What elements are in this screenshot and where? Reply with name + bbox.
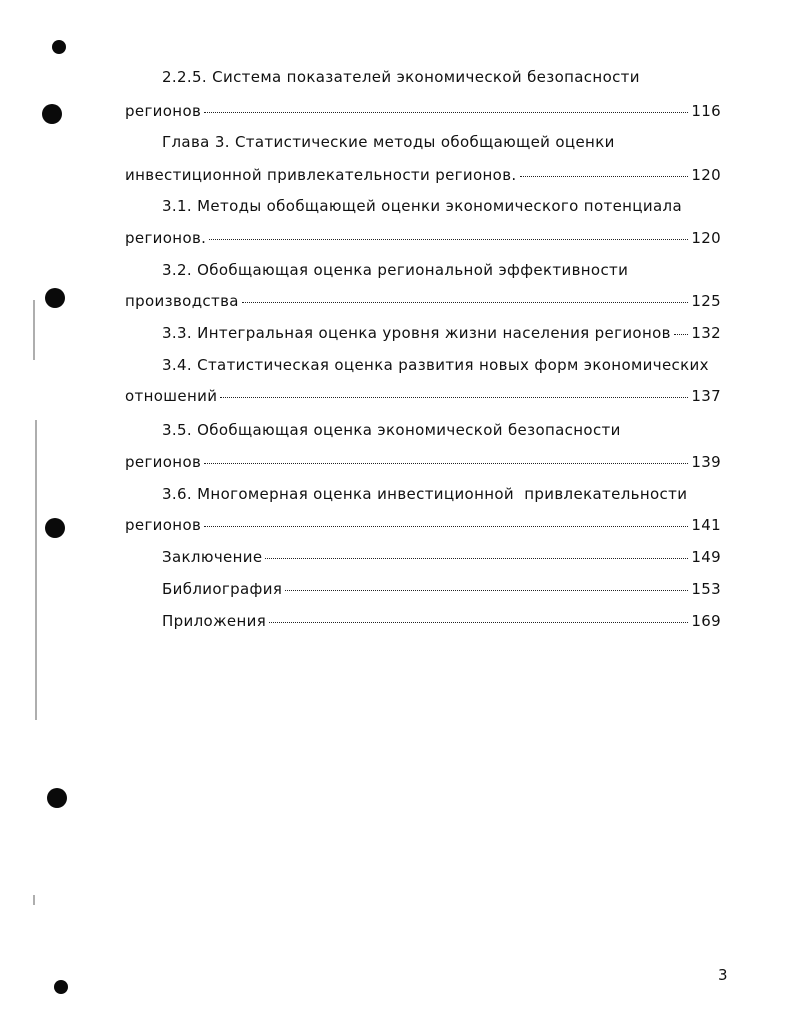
- toc-page-number: 153: [691, 580, 721, 598]
- leader-dots: [265, 558, 688, 559]
- toc-page-number: 120: [691, 166, 721, 184]
- binder-hole-icon: [42, 104, 62, 124]
- toc-entry-title: производства: [125, 292, 239, 310]
- toc-entry-line[interactable]: [125, 292, 721, 310]
- toc-page-number: 116: [691, 102, 721, 120]
- toc-entry-line: [162, 421, 621, 439]
- binder-hole-icon: [45, 288, 65, 308]
- toc-entry-title: 3.2. Обобщающая оценка региональной эффективности: [162, 261, 629, 279]
- toc-page-number: 137: [691, 387, 721, 405]
- toc-entry-title: 2.2.5. Система показателей экономической безопасности: [162, 68, 640, 86]
- toc-entry-line[interactable]: [125, 516, 721, 534]
- page-number: 3: [718, 966, 728, 984]
- spine-mark: [33, 300, 35, 360]
- toc-page-number: 132: [691, 324, 721, 342]
- toc-page-number: 139: [691, 453, 721, 471]
- toc-entry-line[interactable]: [162, 612, 721, 630]
- leader-dots: [285, 590, 688, 591]
- spine-mark: [33, 895, 35, 905]
- binder-hole-icon: [45, 518, 65, 538]
- leader-dots: [209, 239, 688, 240]
- toc-page-number: 149: [691, 548, 721, 566]
- leader-dots: [204, 112, 688, 113]
- toc-entry-title: Библиография: [162, 580, 283, 598]
- leader-dots: [204, 526, 688, 527]
- toc-entry-line[interactable]: [162, 548, 721, 566]
- toc-entry-line[interactable]: [162, 324, 721, 342]
- toc-entry-title: Заключение: [162, 548, 263, 566]
- toc-entry-line: [162, 356, 709, 374]
- toc-entry-title: 3.3. Интегральная оценка уровня жизни населения регионов: [162, 324, 671, 342]
- spine-mark: [35, 420, 37, 720]
- leader-dots: [242, 302, 688, 303]
- binder-hole-icon: [52, 40, 66, 54]
- toc-entry-title: 3.1. Методы обобщающей оценки экономического потенциала: [162, 197, 682, 215]
- toc-entry-line[interactable]: [125, 453, 721, 471]
- toc-entry-title: Приложения: [162, 612, 267, 630]
- toc-entry-line[interactable]: [125, 166, 721, 184]
- toc-entry-title: регионов: [125, 516, 202, 534]
- toc-entry-line: [162, 261, 628, 279]
- toc-entry-line[interactable]: [125, 229, 721, 247]
- binder-hole-icon: [47, 788, 67, 808]
- toc-page-number: 125: [691, 292, 721, 310]
- toc-entry-title: 3.5. Обобщающая оценка экономической безопасности: [162, 421, 621, 439]
- toc-entry-line: [162, 485, 687, 503]
- toc-entry-line[interactable]: [162, 580, 721, 598]
- toc-entry-title: регионов: [125, 453, 202, 471]
- toc-entry-line[interactable]: [125, 102, 721, 120]
- leader-dots: [520, 176, 689, 177]
- toc-entry-title: регионов: [125, 102, 202, 120]
- toc-entry-title: Глава 3. Статистические методы обобщающей оценки: [162, 133, 615, 151]
- toc-page-number: 141: [691, 516, 721, 534]
- toc-entry-title: регионов.: [125, 229, 207, 247]
- toc-entry-title: инвестиционной привлекательности регионов.: [125, 166, 517, 184]
- toc-entry-line: [162, 197, 682, 215]
- toc-entry-line: [162, 133, 615, 151]
- leader-dots: [269, 622, 688, 623]
- binder-hole-icon: [54, 980, 68, 994]
- leader-dots: [674, 334, 688, 335]
- toc-entry-title: 3.6. Многомерная оценка инвестиционной привлекательности: [162, 485, 688, 503]
- toc-page-number: 169: [691, 612, 721, 630]
- toc-entry-line: [162, 68, 640, 86]
- toc-entry-title: 3.4. Статистическая оценка развития новых форм экономических: [162, 356, 709, 374]
- toc-entry-title: отношений: [125, 387, 218, 405]
- toc-entry-line[interactable]: [125, 387, 721, 405]
- toc-page-number: 120: [691, 229, 721, 247]
- leader-dots: [204, 463, 688, 464]
- leader-dots: [220, 397, 688, 398]
